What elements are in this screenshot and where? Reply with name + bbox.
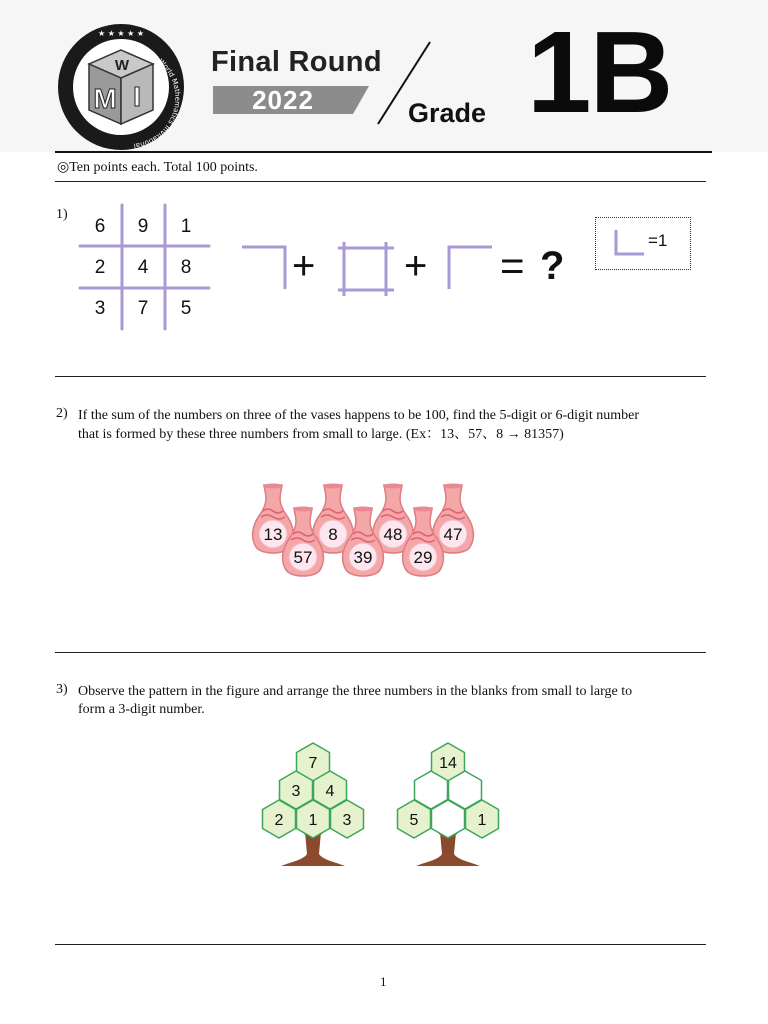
vase-number: 39 (353, 548, 373, 567)
question-1-number: 1) (56, 207, 68, 222)
shape-top-right-corner (240, 242, 290, 292)
question-mark: ? (540, 244, 565, 288)
vase-number: 47 (443, 525, 463, 544)
grid-cell: 7 (137, 298, 149, 319)
question-3-line-1: Observe the pattern in the figure and arrange the three numbers in the blanks from small to large to (78, 684, 633, 699)
question-2-number: 2) (56, 406, 68, 421)
grid-cell: 4 (137, 257, 149, 278)
page-number: 1 (380, 974, 387, 989)
question-3-line-2: form a 3-digit number. (78, 702, 205, 717)
question-2-line-2: that is formed by these three numbers from small to large. (Ex：13、57、8 → 81357) (78, 427, 564, 442)
question-2-line-1: If the sum of the numbers on three of the vases happens to be 100, find the 5-digit or 6-digit number (78, 408, 640, 423)
grid-cell: 2 (94, 257, 106, 278)
svg-text:★ ★ ★ ★ ★: ★ ★ ★ ★ ★ (97, 29, 145, 38)
vase-number: 57 (293, 548, 313, 567)
grid-cell: 8 (180, 257, 192, 278)
logo-letter-i: I (133, 81, 141, 112)
hex-number: 2 (274, 812, 284, 829)
vase-number: 48 (383, 525, 403, 544)
hex-number: 3 (342, 812, 352, 829)
equals-sign: = (500, 242, 525, 289)
plus-sign: + (292, 244, 316, 288)
vase-number: 8 (328, 525, 338, 544)
hex-number: 14 (439, 755, 457, 772)
hex-number: 7 (308, 755, 318, 772)
contest-title: Final Round (211, 46, 382, 78)
vase-number: 13 (263, 525, 283, 544)
grade-code: 1B (527, 7, 672, 137)
shape-center-cross (336, 240, 396, 298)
divider-rule (55, 181, 706, 182)
hex-number: 1 (477, 812, 487, 829)
hex-number: 1 (308, 812, 318, 829)
hex-number: 4 (325, 783, 335, 800)
shape-top-left-corner (446, 242, 496, 292)
wmi-logo (56, 22, 186, 152)
instructions: ◎Ten points each. Total 100 points. (57, 160, 258, 175)
shape-bottom-left-corner (612, 228, 646, 258)
grid-cell: 1 (180, 216, 192, 237)
legend-value: =1 (648, 231, 668, 250)
hexagon-trees-illustration (255, 740, 515, 872)
grid-cell: 3 (94, 298, 106, 319)
hex-number: 3 (291, 783, 301, 800)
grid-cell: 5 (180, 298, 192, 319)
logo-ring-text: World Mathematics Invitational (133, 57, 182, 150)
grid-cell: 9 (137, 216, 149, 237)
divider-rule (55, 652, 706, 653)
grade-label: Grade (408, 98, 487, 128)
hex-number: 5 (409, 812, 419, 829)
grid-cell: 6 (94, 216, 106, 237)
logo-letter-w: W (114, 57, 130, 74)
header-rule (55, 151, 712, 153)
divider-rule (55, 376, 706, 377)
question-3-number: 3) (56, 682, 68, 697)
divider-rule (55, 944, 706, 945)
plus-sign: + (404, 244, 428, 288)
contest-year: 2022 (252, 85, 314, 115)
logo-letter-m: M (93, 83, 117, 114)
vases-illustration (248, 480, 478, 586)
vase-number: 29 (413, 548, 433, 567)
